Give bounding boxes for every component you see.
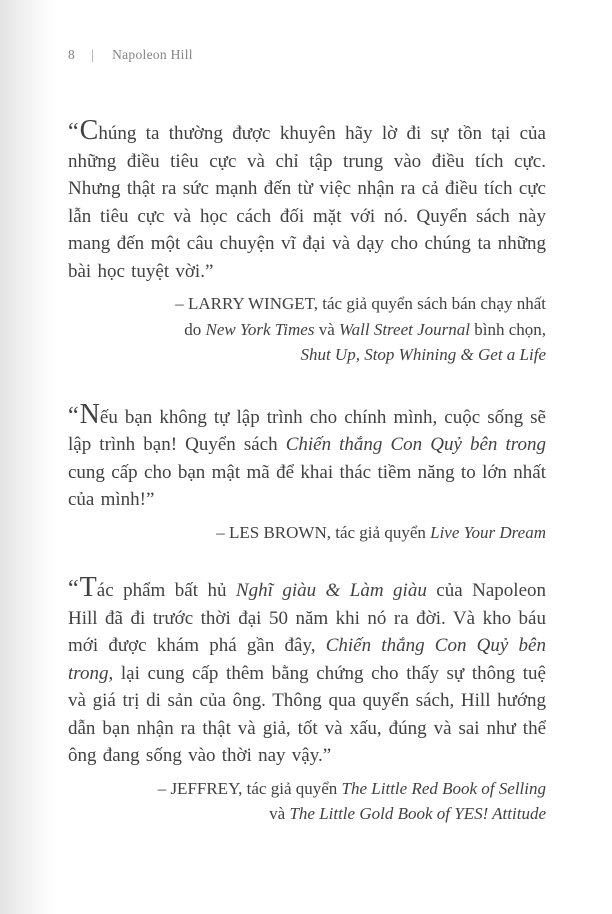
italic-text-segment: Nghĩ giàu & Làm giàu bbox=[235, 580, 427, 601]
running-header bbox=[68, 47, 546, 63]
italic-text-segment: Chiến thắng Con Quỷ bên trong bbox=[68, 635, 546, 684]
quote-text bbox=[68, 572, 547, 770]
text-segment: ác phẩm bất hủ bbox=[96, 580, 236, 601]
lead-capital: N bbox=[79, 398, 100, 430]
page-content bbox=[68, 0, 546, 827]
quote-text bbox=[68, 115, 546, 285]
quote-body-text bbox=[68, 407, 546, 511]
attribution-line bbox=[68, 291, 546, 317]
attribution-line bbox=[68, 317, 546, 343]
italic-text-segment: New York Times bbox=[205, 319, 315, 339]
text-segment: và bbox=[269, 804, 290, 823]
running-title: Napoleon Hill bbox=[112, 47, 193, 62]
italic-text-segment: Live Your Dream bbox=[430, 522, 546, 542]
lead-capital: C bbox=[79, 115, 99, 146]
page-number: 8 bbox=[68, 47, 76, 62]
text-segment: – LES BROWN, tác giả quyển bbox=[216, 522, 431, 542]
text-segment: và bbox=[314, 319, 340, 339]
attribution-line bbox=[68, 520, 546, 546]
attribution-line bbox=[68, 776, 546, 802]
italic-text-segment: Chiến thắng Con Quỷ bên trong bbox=[285, 434, 546, 455]
quote-body-text bbox=[68, 580, 546, 766]
text-segment: ếu bạn không tự lập trình cho chính mình, cuộc sống sẽ lập trình bạn! Quyển sách bbox=[68, 406, 546, 455]
text-segment: bình chọn, bbox=[469, 319, 546, 339]
lead-capital: T bbox=[79, 572, 97, 603]
text-segment: húng ta thường được khuyên hãy lờ đi sự tồn tại của những điều tiêu cực và chỉ tập trung vào điều tích cực. Nhưng thật ra sức mạnh đến từ việc nhận ra cả điều tích cực lẫn tiêu cực và học cách đối mặt với nó. Quyển sách này mang đến một câu chuyện vĩ đại và dạy cho chúng ta những bài học tuyệt vời.” bbox=[68, 123, 546, 282]
header-divider: | bbox=[91, 47, 95, 62]
text-segment: do bbox=[184, 319, 206, 339]
text-segment: , lại cung cấp thêm bằng chứng cho thấy sự thông tuệ và giá trị di sản của ông. Thông qua quyển sách, Hill hướng dẫn bạn nhận ra thật và giả, tốt và xấu, đúng và sai như thể ông đang sống vào thời nay vậy.” bbox=[68, 662, 546, 766]
testimonial-quote-3 bbox=[68, 572, 547, 827]
quote-body-text bbox=[68, 123, 546, 282]
text-segment: của Napoleon Hill đã đi trước thời đại 50 năm khi nó ra đời. Và kho báu mới được khám phá gần đây, bbox=[68, 580, 547, 656]
quote-attribution bbox=[68, 291, 546, 368]
text-segment: – JEFFREY, tác giả quyển bbox=[157, 778, 342, 798]
page-gutter-shadow bbox=[0, 0, 56, 914]
open-quote-mark: “ bbox=[68, 402, 80, 429]
italic-text-segment: The Little Red Book of Selling bbox=[341, 778, 546, 798]
quote-attribution bbox=[68, 776, 546, 827]
attribution-line bbox=[68, 342, 546, 368]
open-quote-mark: “ bbox=[68, 576, 80, 602]
quote-text bbox=[68, 398, 546, 514]
text-segment: – LARRY WINGET, tác giả quyển sách bán chạy nhất bbox=[175, 294, 546, 313]
italic-text-segment: Shut Up, Stop Whining & Get a Life bbox=[300, 345, 546, 364]
open-quote-mark: “ bbox=[68, 119, 80, 145]
italic-text-segment: The Little Gold Book of YES! Attitude bbox=[289, 804, 546, 823]
testimonial-quote-1 bbox=[68, 115, 546, 368]
attribution-line bbox=[68, 801, 546, 827]
quote-attribution bbox=[68, 520, 546, 546]
text-segment: cung cấp cho bạn mật mã để khai thác tiềm năng to lớn nhất của mình!” bbox=[68, 461, 546, 510]
testimonial-quote-2 bbox=[68, 398, 546, 546]
italic-text-segment: Wall Street Journal bbox=[339, 319, 470, 339]
